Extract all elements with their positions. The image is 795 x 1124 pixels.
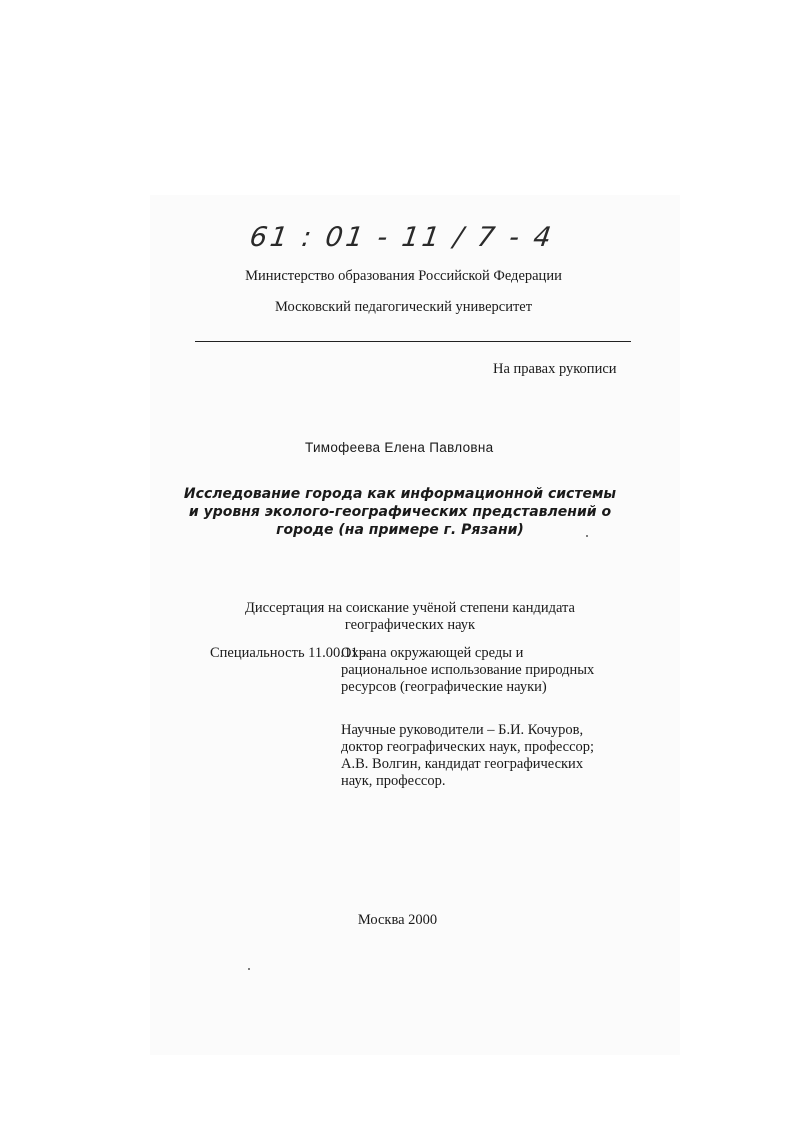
header-divider (195, 341, 631, 342)
handwritten-archive-code: 61 : 01 - 11 / 7 - 4 (247, 222, 556, 253)
manuscript-rights-note: На правах рукописи (493, 361, 617, 377)
advisor-line: наук, профессор. (341, 773, 446, 789)
ministry-name: Министерство образования Российской Федерации (245, 268, 562, 284)
advisor-line: А.В. Волгин, кандидат географических (341, 756, 584, 772)
specialty-line: ресурсов (географические науки) (341, 679, 547, 695)
title-line: городе (на примере г. Рязани) (276, 522, 524, 538)
specialty-line: рациональное использование природных (341, 662, 595, 678)
title-line: и уровня эколого-географических представлений о (188, 504, 612, 520)
specialty-label: Специальность 11.00.11 – (210, 645, 369, 661)
specialty-description (341, 645, 594, 696)
author-name: Тимофеева Елена Павловна (305, 440, 494, 455)
dissertation-degree (160, 600, 660, 634)
degree-line: Диссертация на соискание учёной степени кандидата (245, 600, 575, 616)
advisor-line: Научные руководители – Б.И. Кочуров, (341, 722, 584, 738)
advisor-line: доктор географических наук, профессор; (341, 739, 595, 755)
dissertation-title (160, 485, 640, 539)
scan-speck (586, 535, 588, 537)
scientific-advisors (341, 722, 594, 790)
title-line: Исследование города как информационной системы (183, 486, 617, 502)
specialty-line: Охрана окружающей среды и (341, 645, 524, 661)
city-and-year: Москва 2000 (357, 912, 438, 928)
scan-speck (248, 968, 250, 970)
university-name: Московский педагогический университет (274, 299, 533, 315)
degree-line: географических наук (344, 617, 476, 633)
